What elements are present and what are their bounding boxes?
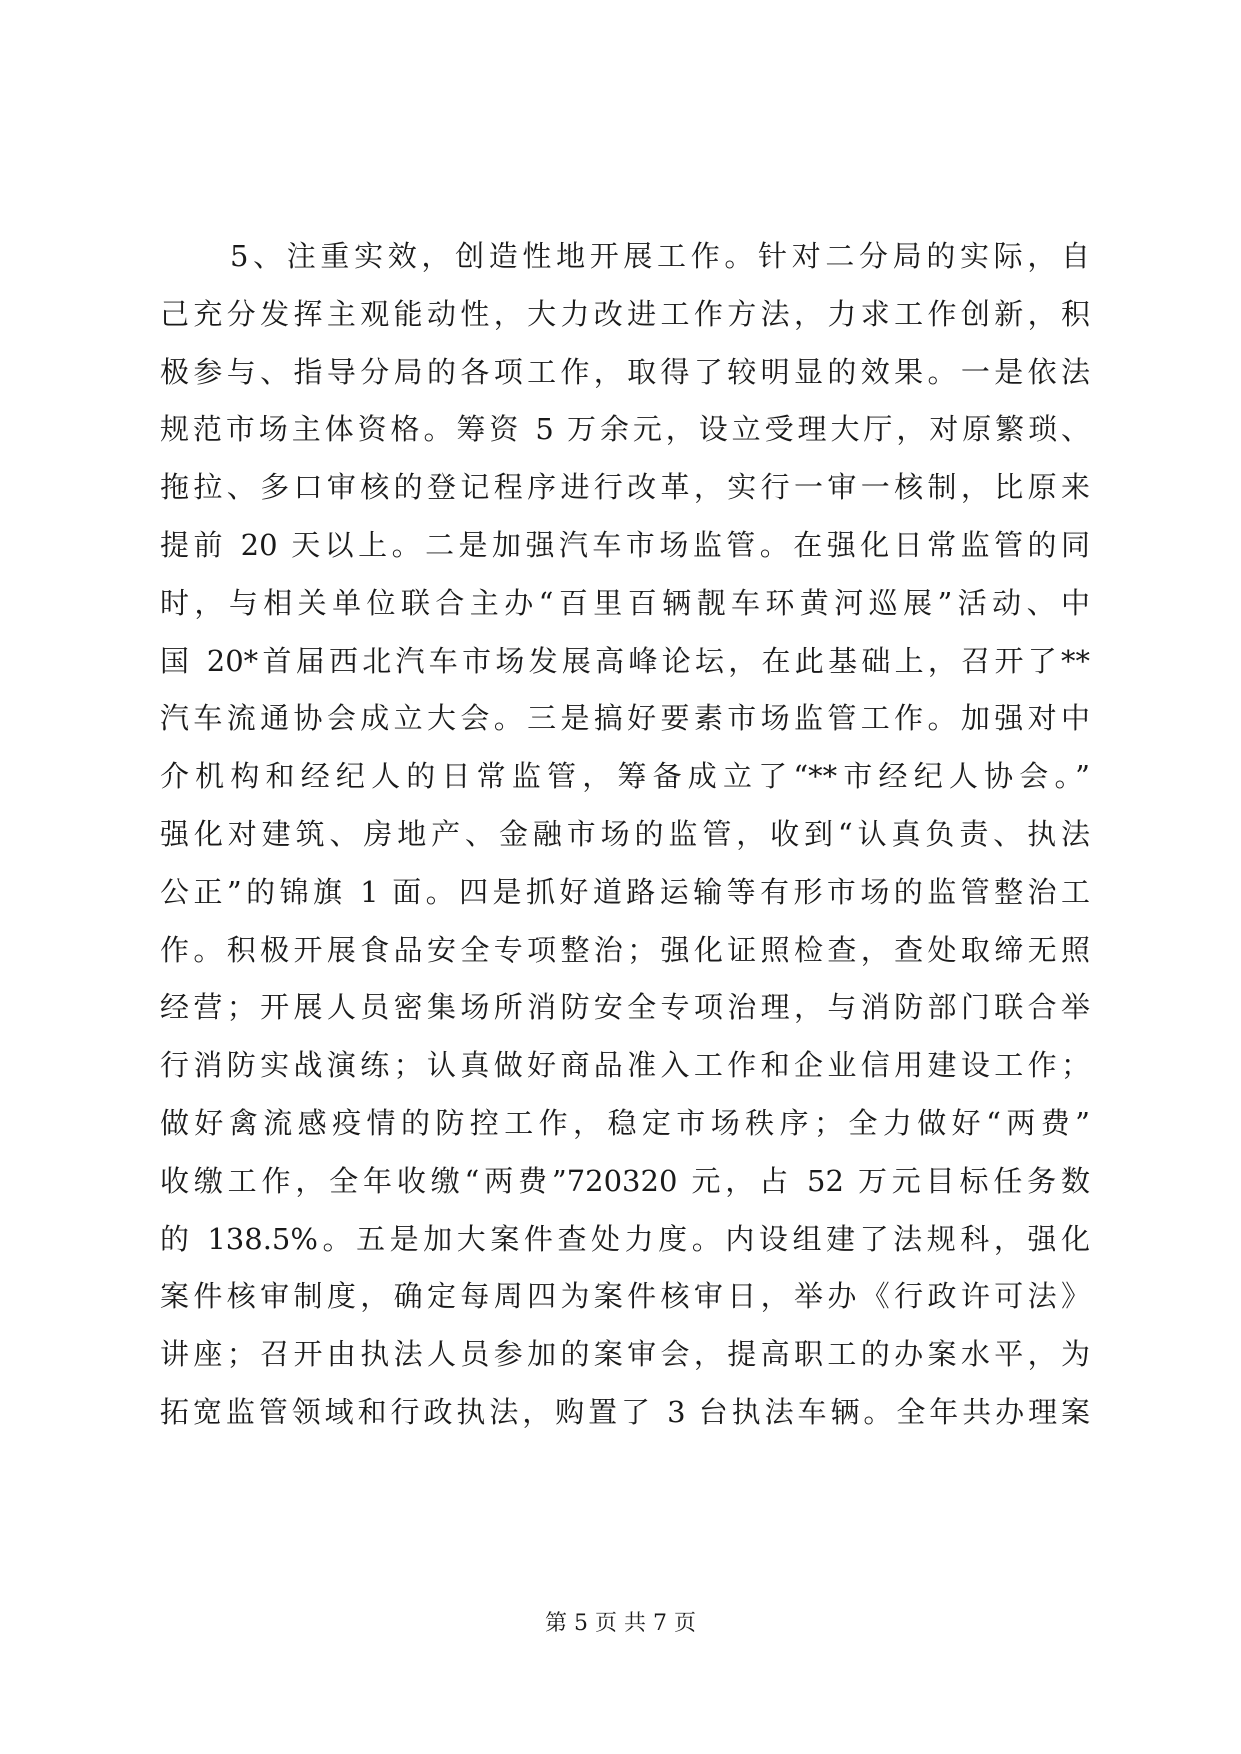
page-footer: 第 5 页 共 7 页: [545, 1611, 696, 1636]
text-line-4: 规范市场主体资格。筹资 5 万余元，设立受理大厅，对原繁琐、: [160, 412, 1090, 447]
text-line-9: 汽车流通协会成立大会。三是搞好要素市场监管工作。加强对中: [160, 701, 1090, 736]
text-line-8: 国 20*首届西北汽车市场发展高峰论坛，在此基础上，召开了**: [160, 643, 1090, 678]
text-line-16: 做好禽流感疫情的防控工作，稳定市场秩序；全力做好“两费”: [160, 1105, 1090, 1140]
text-line-13: 作。积极开展食品安全专项整治；强化证照检查，查处取缔无照: [160, 932, 1090, 967]
text-line-5: 拖拉、多口审核的登记程序进行改革，实行一审一核制，比原来: [160, 470, 1090, 505]
text-line-15: 行消防实战演练；认真做好商品准入工作和企业信用建设工作；: [160, 1048, 1090, 1083]
text-line-14: 经营；开展人员密集场所消防安全专项治理，与消防部门联合举: [160, 990, 1090, 1025]
text-line-21: 拓宽监管领域和行政执法，购置了 3 台执法车辆。全年共办理案: [160, 1394, 1090, 1429]
body-paragraph: [160, 228, 1090, 1442]
text-line-10: 介机构和经纪人的日常监管，筹备成立了“**市经纪人协会。”: [160, 759, 1090, 794]
text-line-20: 讲座；召开由执法人员参加的案审会，提高职工的办案水平，为: [160, 1337, 1090, 1372]
text-line-17: 收缴工作，全年收缴“两费”720320 元，占 52 万元目标任务数: [160, 1163, 1090, 1198]
text-line-19: 案件核审制度，确定每周四为案件核审日，举办《行政许可法》: [160, 1279, 1090, 1314]
text-line-7: 时，与相关单位联合主办“百里百辆靓车环黄河巡展”活动、中: [160, 585, 1090, 620]
text-line-11: 强化对建筑、房地产、金融市场的监管，收到“认真负责、执法: [160, 816, 1090, 851]
text-line-18: 的 138.5%。五是加大案件查处力度。内设组建了法规科，强化: [160, 1221, 1090, 1256]
text-line-2: 己充分发挥主观能动性，大力改进工作方法，力求工作创新，积: [160, 296, 1090, 331]
text-line-12: 公正”的锦旗 1 面。四是抓好道路运输等有形市场的监管整治工: [160, 874, 1090, 909]
text-line-1: 5、注重实效，创造性地开展工作。针对二分局的实际，自: [230, 239, 1090, 273]
text-line-3: 极参与、指导分局的各项工作，取得了较明显的效果。一是依法: [160, 354, 1090, 389]
text-line-6: 提前 20 天以上。二是加强汽车市场监管。在强化日常监管的同: [160, 527, 1090, 562]
